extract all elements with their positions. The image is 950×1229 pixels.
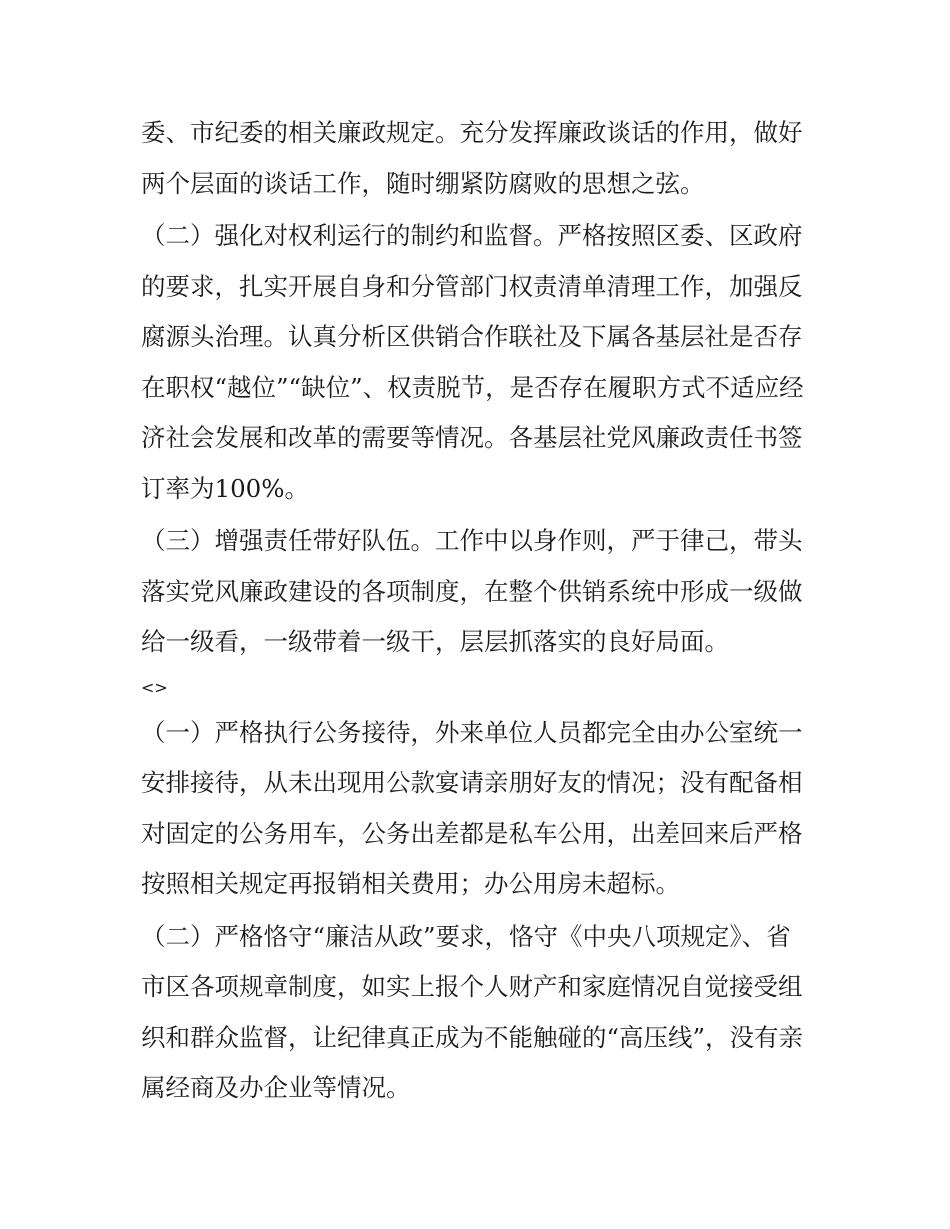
text-line: （二）严格恪守“廉洁从政”要求，恪守《中央八项规定》、省 [141,921,791,951]
text-line: 委、市纪委的相关廉政规定。充分发挥廉政谈话的作用，做好 [141,118,803,147]
text-line: （一）严格执行公务接待，外来单位人员都完全由办公室统一 [141,717,803,747]
text-line: 落实党风廉政建设的各项制度，在整个供销系统中形成一级做 [141,576,803,606]
text-line: （三）增强责任带好队伍。工作中以身作则，严于律己，带头 [141,526,803,555]
text-line: 安排接待，从未出现用公款宴请亲朋好友的情况；没有配备相 [141,768,803,797]
text-line: 在职权“越位”“缺位”、权责脱节，是否存在履职方式不适应经 [141,372,804,402]
section-marker: <> [141,677,168,697]
document-body [141,108,816,1114]
text-line: 两个层面的谈话工作，随时绷紧防腐败的思想之弦。 [141,168,705,198]
text-line: 济社会发展和改革的需要等情况。各基层社党风廉政责任书签 [141,423,803,452]
text-line: 市区各项规章制度，如实上报个人财产和家庭情况自觉接受组 [141,972,803,1001]
text-line: 属经商及办企业等情况。 [141,1073,411,1102]
paragraph-1 [141,108,816,209]
paragraph-3 [141,516,816,668]
text-line: 按照相关规定再报销相关费用；办公用房未超标。 [141,869,680,898]
text-line: 的要求，扎实开展自身和分管部门权责清单清理工作，加强反 [141,271,803,301]
paragraph-4 [141,708,816,910]
text-line: （二）强化对权利运行的制约和监督。严格按照区委、区政府 [141,221,803,250]
paragraph-2 [141,211,816,514]
paragraph-5 [141,912,816,1114]
text-line: 腐源头治理。认真分析区供销合作联社及下属各基层社是否存 [141,322,803,351]
text-line: 给一级看，一级带着一级干，层层抓落实的良好局面。 [141,627,729,656]
text-line: 订率为100%。 [141,473,310,503]
text-line: 对固定的公务用车，公务出差都是私车公用，出差回来后严格 [141,818,803,848]
text-line: 织和群众监督，让纪律真正成为不能触碰的“高压线”，没有亲 [141,1022,804,1052]
